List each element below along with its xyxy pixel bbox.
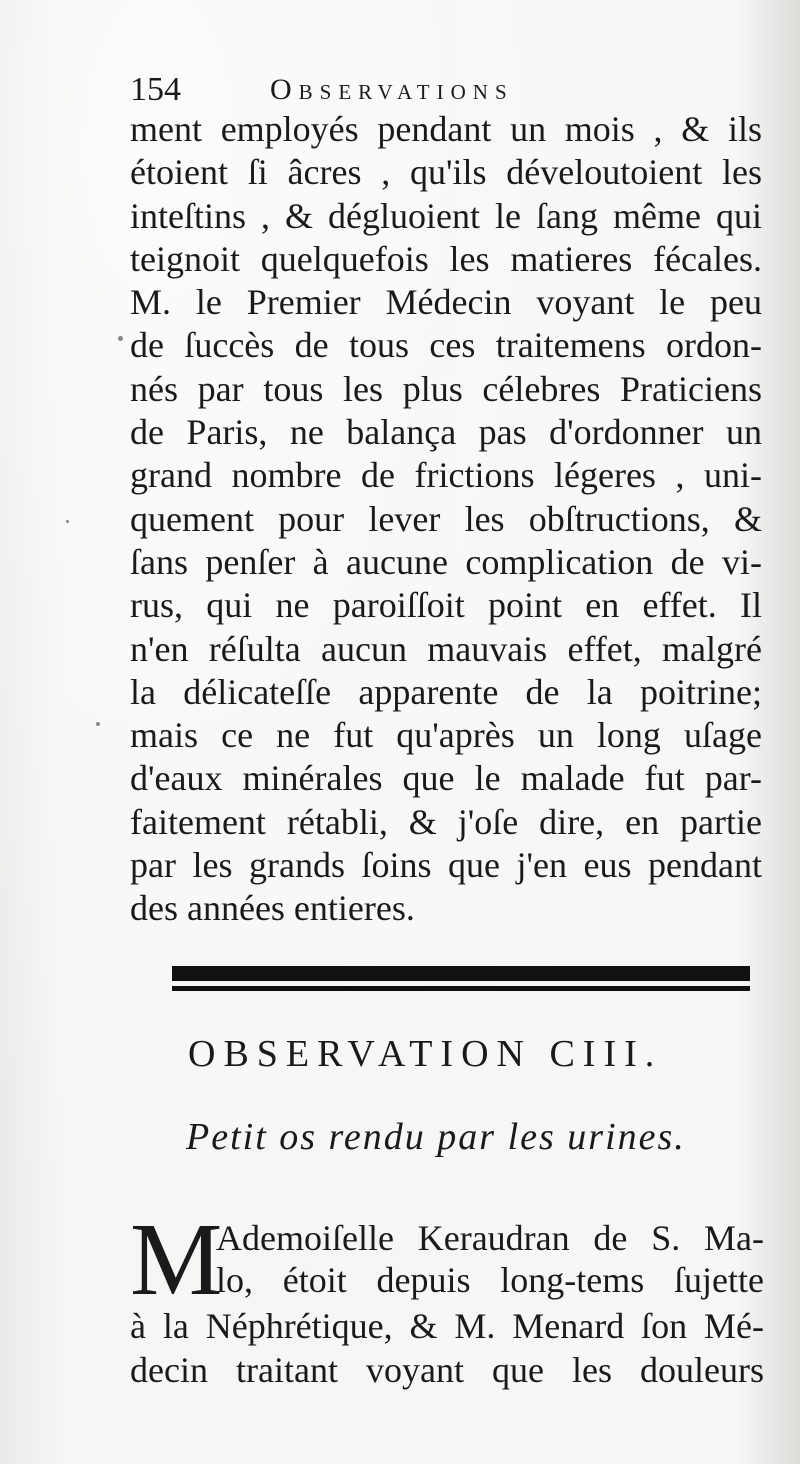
divider-thick-rule <box>172 966 750 981</box>
text-line: lo, étoit depuis long-tems ſujette <box>216 1260 764 1300</box>
text-line: par les grands ſoins que j'en eus pendant <box>130 845 762 886</box>
divider-thin-rule <box>172 986 750 991</box>
text-line: faitement rétabli, & j'oſe dire, en partie <box>130 801 762 842</box>
drop-cap: M <box>130 1202 223 1317</box>
section-divider <box>172 966 750 992</box>
text-line: decin traitant voyant que les douleurs <box>130 1350 764 1390</box>
paper-speck <box>66 520 69 523</box>
text-line: n'en réſulta aucun mauvais effet, malgré <box>130 628 762 669</box>
text-line: ment employés pendant un mois , & ils <box>130 109 762 149</box>
section-subtitle: Petit os rendu par les urines. <box>186 1116 686 1158</box>
text-line: teignoit quelquefois les matieres fécales. <box>130 238 762 279</box>
text-line: des années entieres. <box>130 888 415 929</box>
page-header <box>130 70 750 110</box>
page-number: 154 <box>130 71 181 108</box>
intro-paragraph <box>130 1202 764 1398</box>
text-line: Ademoiſelle Keraudran de S. Ma- <box>216 1218 764 1258</box>
paper-speck <box>118 336 123 341</box>
text-line: nés par tous les plus célebres Praticiens <box>130 368 762 409</box>
text-line: la délicateſſe apparente de la poitrine; <box>130 671 762 712</box>
text-line: ſans penſer à aucune complication de vi- <box>130 541 762 582</box>
text-line: quement pour lever les obſtructions, & <box>130 498 762 539</box>
section-title: OBSERVATION CIII. <box>188 1033 663 1075</box>
text-line: de Paris, ne balança pas d'ordonner un <box>130 412 762 453</box>
text-line: étoient ſi âcres , qu'ils déveloutoient les <box>130 152 762 193</box>
text-line: grand nombre de frictions légeres , uni- <box>130 455 762 496</box>
text-line: mais ce ne fut qu'après un long uſage <box>130 715 762 756</box>
text-line: d'eaux minérales que le malade fut par- <box>130 758 762 799</box>
running-head: Observations <box>270 73 514 106</box>
paper-speck <box>96 722 100 726</box>
text-line: de ſuccès de tous ces traitemens ordon- <box>130 325 762 366</box>
text-line: à la Néphrétique, & M. Menard ſon Mé- <box>130 1306 764 1346</box>
text-line: M. le Premier Médecin voyant le peu <box>130 282 762 323</box>
body-paragraph <box>130 108 762 931</box>
text-line: inteſtins , & dégluoient le ſang même qui <box>130 195 762 236</box>
text-line: rus, qui ne paroiſſoit point en effet. Il <box>130 585 762 626</box>
